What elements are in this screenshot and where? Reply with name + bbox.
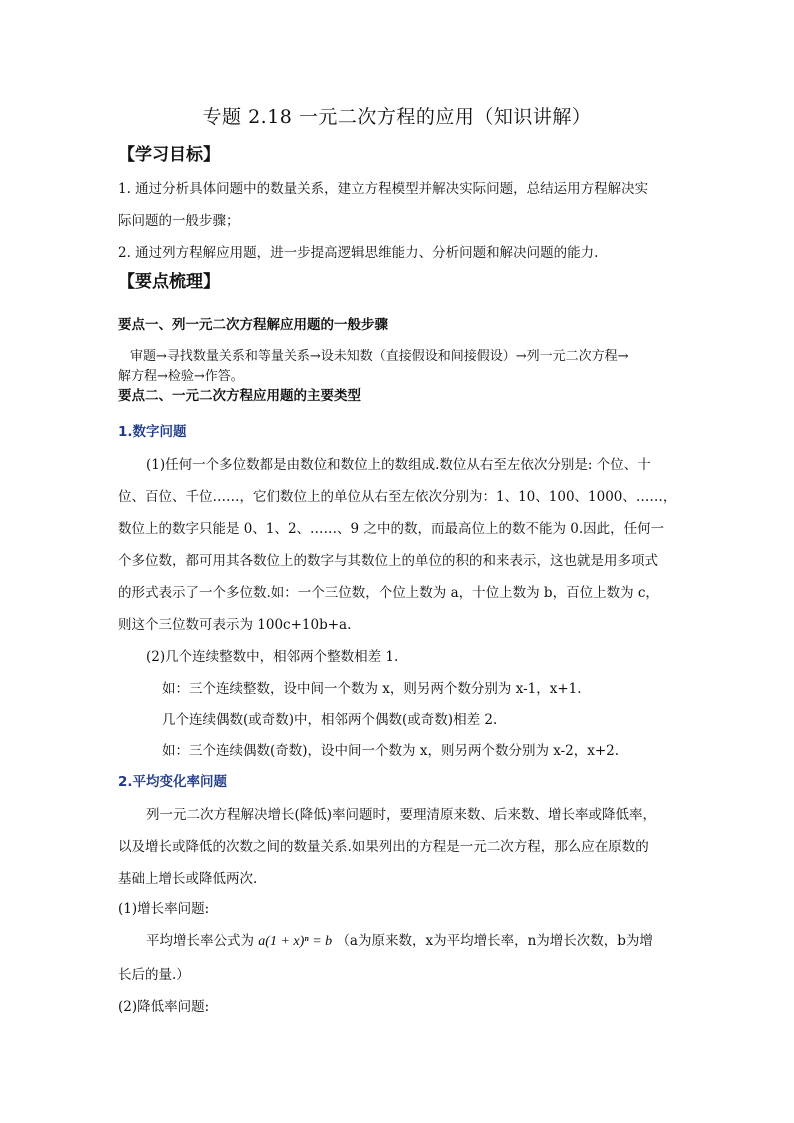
number-problem-heading: 1.数字问题: [118, 424, 187, 440]
goal-item-1-line-2: 际问题的一般步骤；: [118, 213, 240, 229]
section-heading-goals: 【学习目标】: [118, 145, 220, 165]
growth-rate-subheading: (1)增长率问题:: [118, 901, 210, 917]
number-problem-para-1-line-6: 则这个三位数可表示为 100c+10b+a.: [118, 617, 352, 633]
formula-suffix: （a为原来数，x为平均增长率，n为增长次数，b为增: [336, 933, 653, 949]
number-problem-para-1-line-1: (1)任何一个多位数都是由数位和数位上的数组成.数位从右至左依次分别是: 个位、十: [146, 457, 651, 473]
number-problem-example-2: 如：三个连续偶数(奇数)，设中间一个数为 x，则另两个数分别为 x-2，x+2.: [162, 743, 620, 759]
rate-problem-line-1: 列一元二次方程解决增长(降低)率问题时，要理清原来数、后来数、增长率或降低率，: [146, 807, 657, 823]
growth-rate-formula-line: [146, 932, 653, 951]
rate-problem-heading: 2.平均变化率问题: [118, 774, 228, 790]
page-title: 专题 2.18 一元二次方程的应用（知识讲解）: [202, 106, 592, 128]
point-1-heading: 要点一、列一元二次方程解应用题的一般步骤: [118, 317, 388, 333]
number-problem-para-1-line-5: 的形式表示了一个多位数.如：一个三位数，个位上数为 a，十位上数为 b，百位上数为 c，: [118, 585, 659, 601]
goal-item-2: 2. 通过列方程解应用题，进一步提高逻辑思维能力、分析问题和解决问题的能力.: [118, 245, 599, 261]
decline-rate-subheading: (2)降低率问题:: [118, 999, 210, 1015]
rate-problem-line-2: 以及增长或降低的次数之间的数量关系.如果列出的方程是一元二次方程，那么应在原数的: [118, 839, 649, 855]
point-2-heading: 要点二、一元二次方程应用题的主要类型: [118, 388, 361, 404]
section-heading-points: 【要点梳理】: [118, 272, 220, 292]
number-problem-para-2: (2)几个连续整数中，相邻两个整数相差 1.: [146, 649, 399, 665]
number-problem-para-1-line-3: 数位上的数字只能是 0、1、2、……、9 之中的数，而最高位上的数不能为 0.因此，任何一: [118, 521, 665, 537]
number-problem-para-3: 几个连续偶数(或奇数)中，相邻两个偶数(或奇数)相差 2.: [162, 712, 498, 728]
formula-prefix: 平均增长率公式为: [146, 933, 254, 949]
number-problem-example-1: 如：三个连续整数，设中间一个数为 x，则另两个数分别为 x-1，x+1.: [162, 681, 582, 697]
goal-item-1-line-1: 1. 通过分析具体问题中的数量关系，建立方程模型并解决实际问题，总结运用方程解决实: [118, 181, 649, 197]
rate-problem-line-3: 基础上增长或降低两次.: [118, 871, 258, 887]
growth-rate-formula-line-2: 长后的量.）: [118, 967, 190, 983]
number-problem-para-1-line-4: 个多位数，都可用其各数位上的数字与其数位上的单位的积的和来表示，这也就是用多项式: [118, 553, 658, 569]
point-1-line-2: 解方程→检验→作答。: [118, 369, 244, 384]
growth-rate-formula: a(1 + x)ⁿ = b: [258, 934, 333, 949]
number-problem-para-1-line-2: 位、百位、千位……，它们数位上的单位从右至左依次分别为：1、10、100、1000、……，: [118, 489, 677, 505]
point-1-line-1: 审题→寻找数量关系和等量关系→设未知数（直接假设和间接假设）→列一元二次方程→: [130, 349, 629, 364]
